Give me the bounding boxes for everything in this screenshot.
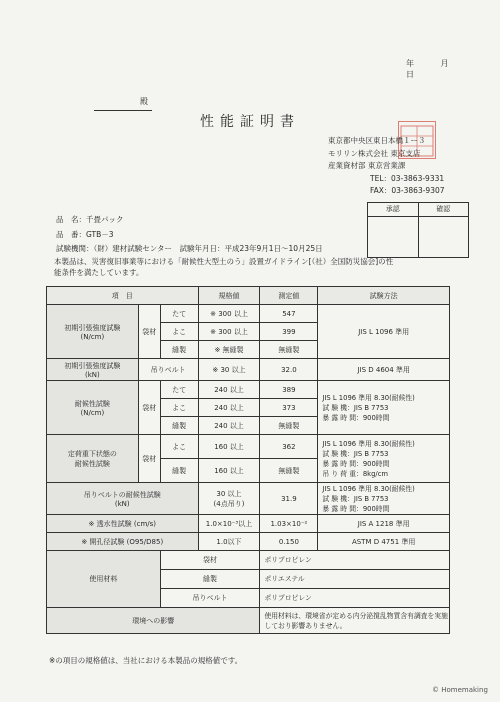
table-row: [47, 608, 450, 634]
loaded-dir: よこ: [160, 435, 198, 459]
tensile-spec: ※ 300 以上: [198, 323, 260, 341]
table-row: [47, 483, 450, 515]
addressee-suffix: 殿: [140, 97, 148, 106]
approval-label: 承認: [385, 205, 400, 213]
product-model-label: 品 番：: [56, 230, 86, 239]
belt-weather-spec: 30 以上 (4点吊り): [198, 483, 260, 515]
table-row: [47, 515, 450, 533]
loaded-measured: 362: [260, 435, 318, 459]
product-model-line: [56, 229, 114, 240]
material-part: 吊りベルト: [160, 589, 260, 608]
belt-weather-method: JIS L 1096 準用 8.30(耐候性) 試 験 機：JIS B 7753 暴 露 時 間：900時間: [318, 483, 450, 515]
issuer-block: [328, 135, 445, 198]
table-row: [47, 381, 450, 399]
tensile-dir: 縫製: [160, 341, 198, 359]
weather-spec: 240 以上: [198, 399, 260, 417]
belt-label: 初期引張強度試験 (kN): [47, 359, 139, 381]
tensile-spec: ※ 300 以上: [198, 305, 260, 323]
belt-spec: ※ 30 以上: [198, 359, 260, 381]
environment-label: 環境への影響: [47, 608, 260, 634]
header-method: 試験方法: [318, 287, 450, 305]
environment-value: 使用材料は、環境省が定める内分泌撹乱物質含有調査を実施しており影響ありません。: [260, 608, 450, 634]
tensile-bag: 袋材: [138, 305, 160, 359]
product-model-value: GTB－3: [86, 230, 114, 239]
date-day: 日: [406, 70, 415, 79]
loaded-label: 定荷重下状態の 耐候性試験: [47, 435, 139, 483]
table-header-row: [47, 287, 450, 305]
intro-paragraph: 本製品は、災害復旧事業等における「耐候性大型土のう」設置ガイドライン[（社）全国防災協会]の性能条件を満たしています。: [54, 257, 394, 277]
weather-bag: 袋材: [138, 381, 160, 435]
materials-label: 使用材料: [47, 551, 161, 608]
weather-dir: 縫製: [160, 417, 198, 435]
issuer-address: 東京都中央区東日本橋１ー３: [328, 136, 426, 145]
loaded-spec: 160 以上: [198, 435, 260, 459]
tensile-measured: 399: [260, 323, 318, 341]
approval-cell: [368, 217, 418, 257]
product-name-label: 品 名：: [56, 215, 86, 224]
tensile-dir: たて: [160, 305, 198, 323]
footnote: ※の項目の規格値は、当社における本製品の規格値です。: [49, 656, 243, 665]
belt-weather-measured: 31.9: [260, 483, 318, 515]
permeability-measured: 1.03×10⁻²: [260, 515, 318, 533]
tensile-method: JIS L 1096 準用: [318, 305, 450, 359]
weather-label: 耐候性試験 (N/cm): [47, 381, 139, 435]
table-row: [47, 435, 450, 459]
weather-measured: 無縫製: [260, 417, 318, 435]
opening-spec: 1.0以下: [198, 533, 260, 551]
tensile-dir: よこ: [160, 323, 198, 341]
confirm-label: 確認: [418, 203, 469, 216]
issuer-department: 産業資材部 東京営業課: [328, 161, 406, 170]
header-spec: 規格値: [198, 287, 260, 305]
tensile-measured: 547: [260, 305, 318, 323]
weather-dir: たて: [160, 381, 198, 399]
table-row: [47, 305, 450, 323]
opening-label: ※ 開孔径試験 (O95/D85): [47, 533, 199, 551]
tensile-label: 初期引張強度試験 (N/cm): [47, 305, 139, 359]
watermark: © Homemaking: [432, 686, 488, 694]
date-line: [384, 58, 474, 80]
tensile-measured: 無縫製: [260, 341, 318, 359]
opening-method: ASTM D 4751 準用: [318, 533, 450, 551]
product-name-value: 千畳パック: [86, 215, 124, 224]
material-value: ポリプロピレン: [260, 551, 450, 570]
loaded-dir: 縫製: [160, 459, 198, 483]
opening-measured: 0.150: [260, 533, 318, 551]
performance-table: [46, 286, 450, 634]
issuer-fax: FAX：03-3863-9307: [370, 186, 445, 195]
belt-part: 吊りベルト: [138, 359, 198, 381]
header-item: 項 目: [47, 287, 199, 305]
weather-spec: 240 以上: [198, 381, 260, 399]
table-row: [47, 533, 450, 551]
confirm-cell: [418, 217, 469, 257]
belt-weather-label: 吊りベルトの耐候性試験 (kN): [47, 483, 199, 515]
loaded-bag: 袋材: [138, 435, 160, 483]
loaded-spec: 160 以上: [198, 459, 260, 483]
weather-dir: よこ: [160, 399, 198, 417]
table-row: [47, 359, 450, 381]
date-month: 月: [440, 59, 450, 68]
tensile-spec: ※ 無縫製: [198, 341, 260, 359]
material-value: ポリエステル: [260, 570, 450, 589]
header-measured: 測定値: [260, 287, 318, 305]
permeability-spec: 1.0×10⁻³以上: [198, 515, 260, 533]
loaded-measured: 無縫製: [260, 459, 318, 483]
material-value: ポリプロピレン: [260, 589, 450, 608]
test-organization: 試験機関：（財）建材試験センター 試験年月日：平成23年9月1日～10月25日: [56, 244, 323, 253]
issuer-tel: TEL：03-3863-9331: [370, 173, 445, 183]
material-part: 縫製: [160, 570, 260, 589]
table-row: [47, 551, 450, 570]
permeability-method: JIS A 1218 準用: [318, 515, 450, 533]
weather-measured: 389: [260, 381, 318, 399]
product-name-line: [56, 214, 124, 225]
approval-box: [367, 202, 469, 258]
weather-measured: 373: [260, 399, 318, 417]
permeability-label: ※ 透水性試験 (cm/s): [47, 515, 199, 533]
document-title: 性能証明書: [200, 114, 300, 130]
belt-method: JIS D 4604 準用: [318, 359, 450, 381]
weather-method: JIS L 1096 準用 8.30(耐候性) 試 験 機：JIS B 7753 暴 露 時 間：900時間: [318, 381, 450, 435]
belt-measured: 32.0: [260, 359, 318, 381]
date-year: 年: [406, 59, 415, 68]
weather-spec: 240 以上: [198, 417, 260, 435]
loaded-method: JIS L 1096 準用 8.30(耐候性) 試 験 機：JIS B 7753 暴 露 時 間：900時間 吊 り 荷 重：8kg/cm: [318, 435, 450, 483]
material-part: 袋材: [160, 551, 260, 570]
issuer-company: モリリン株式会社 東京支店: [328, 148, 421, 158]
